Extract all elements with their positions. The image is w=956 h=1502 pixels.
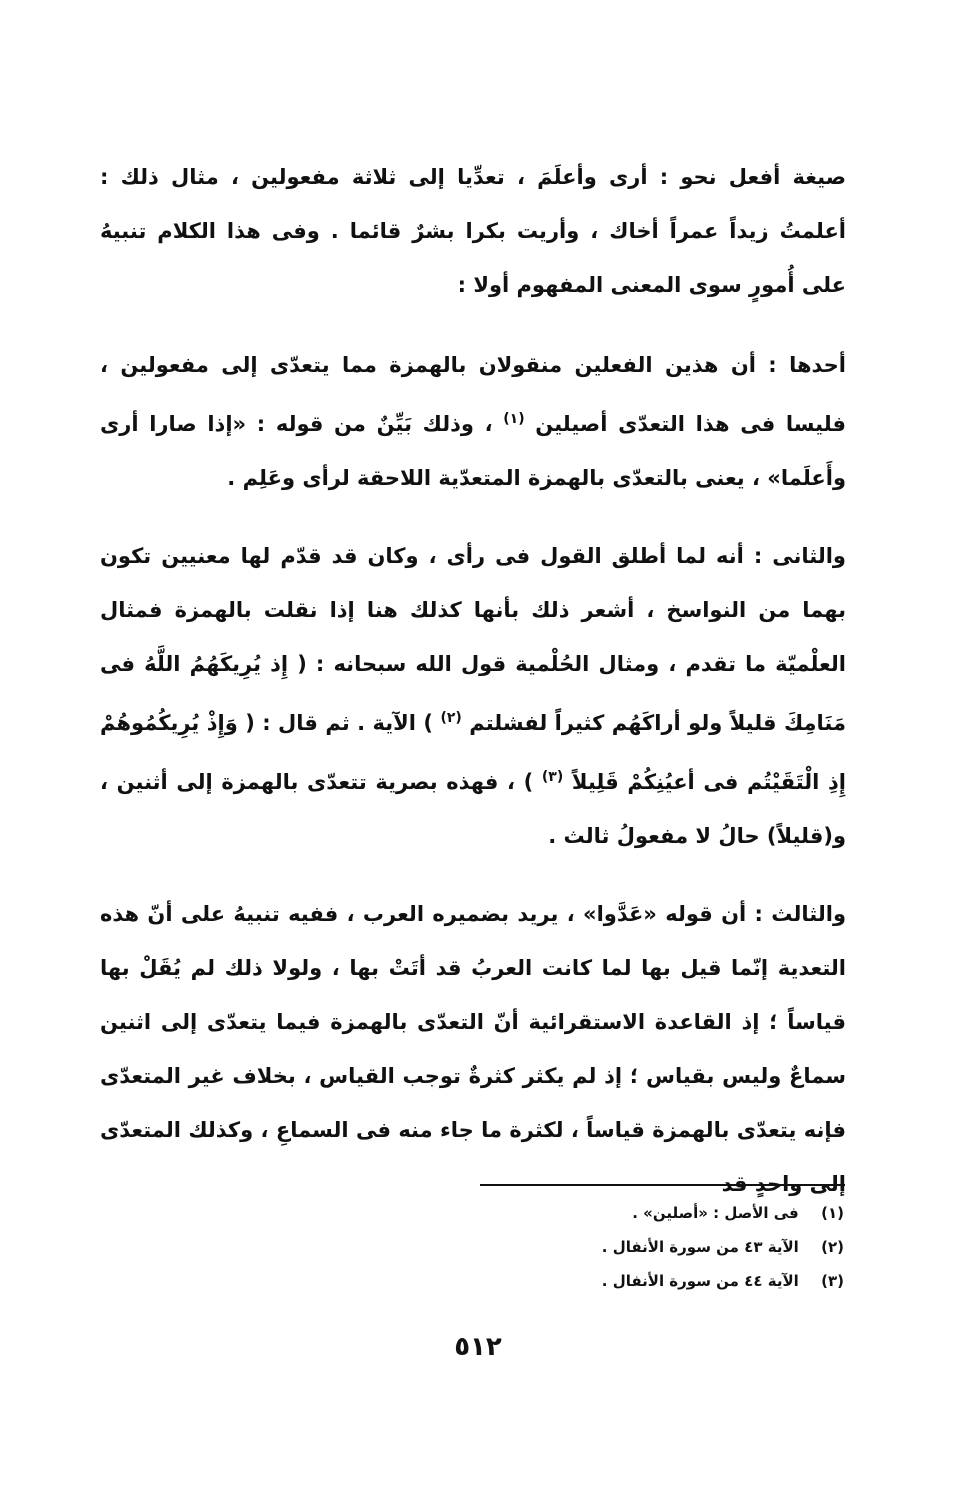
paragraph-text: والثانى : أنه لما أطلق القول فى رأى ، وكان قد قدّم لها معنيين تكون بهما من النواسخ ، أشعر ذلك بأنها كذلك هنا إذا نقلت بالهمزة فمثال العلْميّة ما تقدم ، ومثال الحُلْمية قول الله سبحانه : ( إِذ يُرِيكَهُمُ اللَّهُ فى مَنَامِكَ قليلاً ولو أراكَهُم كثيراً لفشلتم (100, 544, 847, 735)
footnotes (424, 1196, 844, 1298)
paragraph-text: ، وذلك بَيِّنٌ من قوله : «إذا صارا أرى وأَعلَما» ، يعنى بالتعدّى بالهمزة المتعدّية اللاحقة لرأى وعَلِم . (100, 412, 846, 490)
paragraph-second-point (100, 529, 846, 863)
footnote-text: الآية ٤٤ من سورة الأنفال . (601, 1272, 799, 1290)
page-number: ٥١٢ (454, 1332, 502, 1362)
paragraph-text: صيغة أفعل نحو : أرى وأعلَمَ ، تعدِّيا إلى ثلاثة مفعولين ، مثال ذلك : أعلمتُ زيداً عمراً أخاك ، وأريت بكرا بشرٌ قائما . وفى هذا الكلام تنبيهُ على أُمورٍ سوى المعنى المفهوم أولا : (100, 165, 846, 297)
footnote-item (424, 1196, 844, 1230)
footnote-text: الآية ٤٣ من سورة الأنفال . (601, 1238, 799, 1256)
paragraph-text: أحدها : أن هذين الفعلين منقولان بالهمزة مما يتعدّى إلى مفعولين ، فليسا فى هذا التعدّى أصيلين (100, 353, 847, 436)
footnote-divider (480, 1184, 845, 1186)
paragraph-third-point (100, 887, 846, 1211)
footnote-item (424, 1230, 844, 1264)
paragraph-text: ) الآية . ثم قال : ( وَإِذْ يُرِيكُمُوهُمْ إِذِ الْتَقَيْتُم فى أعيُنِكُمْ قَلِيلاً (100, 711, 846, 794)
paragraph-intro (100, 150, 846, 312)
footnote-reference: (١) (503, 411, 525, 427)
footnote-text: فى الأصل : «أصلين» . (632, 1204, 799, 1222)
footnote-reference: (٣) (541, 769, 564, 785)
footnote-number: (٢) (821, 1238, 844, 1256)
paragraph-text: ) ، فهذه بصرية تتعدّى بالهمزة إلى أثنين ، و(قليلاً) حالُ لا مفعولُ ثالث . (100, 770, 846, 848)
main-text (100, 150, 846, 1235)
footnote-number: (١) (821, 1204, 844, 1222)
footnote-number: (٣) (821, 1272, 844, 1290)
paragraph-first-point (100, 338, 846, 505)
footnote-item (424, 1264, 844, 1298)
paragraph-text: والثالث : أن قوله «عَدَّوا» ، يريد بضميره العرب ، ففيه تنبيهُ على أنّ هذه التعدية إنّما قيل بها لما كانت العربُ قد أتَتْ بها ، ولولا ذلك لم يُقَلْ بها قياساً ؛ إذ القاعدة الاستقرائية أنّ التعدّى بالهمزة فيما يتعدّى إلى اثنين سماعٌ وليس بقياس ؛ إذ لم يكثر كثرةٌ توجب القياس ، بخلاف غير المتعدّى فإنه يتعدّى بالهمزة قياساً ، لكثرة ما جاء منه فى السماعِ ، وكذلك المتعدّى إلى واحدٍ قد (100, 902, 846, 1196)
footnote-reference: (٢) (440, 710, 462, 726)
